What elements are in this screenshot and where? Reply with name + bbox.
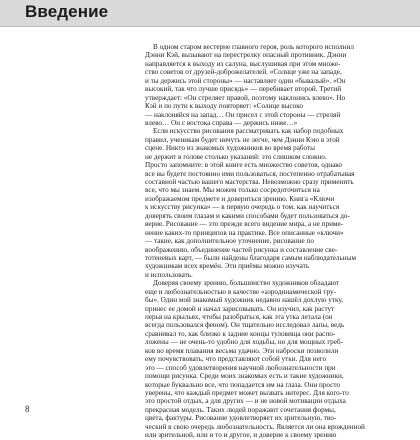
text-line: не держит в голове столько указаний: это слишком сложно. [145, 152, 327, 161]
text-line: уверены, что каждый предмет может вызвать интерес. Для кого-то [145, 388, 349, 397]
text-line: ство советов от друзей-доброжелателей. «Солнце уже на западе, [145, 68, 342, 77]
text-line: изображаемом предмете и довериться зрению. Книга «Ключи [145, 194, 335, 203]
text-line: это простой отдых, а для других — и не новой мотивации отдыха [145, 397, 346, 406]
text-line: правил, ученикам будет ничуть не легче, чем Дэнни Кэю в этой [145, 135, 340, 144]
text-line: или зрительной, или и то и другое, и доверие к своему зрению [145, 431, 337, 440]
paragraph-3 [145, 279, 413, 439]
paragraph-2 [145, 127, 413, 279]
text-line: В одном старом вестерне главного героя, роль которого исполнил [153, 43, 354, 51]
text-line: принес ее домой и начал зарисовывать. Он изучил, как растут [145, 304, 335, 313]
text-line: — наклоняйся на запад… Он присел с этой стороны — стреляй [145, 110, 341, 119]
text-line: воображению, объединение частей рисунка и составление све- [145, 245, 338, 254]
paragraph-1 [145, 43, 413, 127]
text-line: Просто запомните: в этой книге есть множество советов, однако [145, 161, 343, 170]
text-line: ложены — не очень-то удобно для ходьбы, но для мощных греб- [145, 338, 343, 347]
text-line: высокий, так что лучше присядь» — перебивает второй. Третий [145, 85, 342, 94]
text-line: все вы будете постоянно ими пользоваться, постепенно отрабатывая [145, 169, 355, 178]
text-line: к искусству рисунка» — в первую очередь о том, как научиться [145, 203, 340, 212]
body-text [145, 43, 413, 440]
text-line: сцене. Никто из знакомых художников во время работы [145, 144, 316, 153]
text-line: Кэй и по пути к выходу повторяет: «Солнце высоко [145, 102, 303, 111]
text-line: бы». Один мой знакомый художник недавно нашёл дохлую утку, [145, 296, 344, 305]
text-line: прекрасная модель. Таких людей поражают сочетания формы, [145, 405, 336, 414]
title-divider [0, 26, 420, 27]
page-title: Введение [25, 2, 109, 21]
text-line: все, что мы знаем. Мы можем только сосредоточиться на [145, 186, 320, 195]
text-line: утверждает: «Он стреляет правой, поэтому наклонись влево». Но [145, 93, 346, 102]
text-line: тотеневых карт, — были найдены благодаря самым наблюдательным [145, 253, 357, 262]
text-line: цвета, фактуры. Рисование удовлетворяет их зрительную, тво- [145, 414, 337, 423]
text-line: и ты держись этой стороны» — наставляет один «бывалый». «Он [145, 76, 346, 85]
text-line: которые буквально все, что попадается им на глаза. Они просто [145, 380, 341, 389]
text-line: составной частью вашего мастерства. Невозможно сразу применить [145, 178, 354, 186]
text-line: помощи рисунка. Среди моих знакомых есть и такие художники, [145, 372, 344, 381]
page-number: 8 [25, 404, 30, 414]
text-line: доверять своим глазам и какими способами будет пользоваться до- [145, 211, 350, 220]
text-line: направляется к выходу из салуна, выслушивая при этом множе- [145, 59, 341, 68]
text-line: нение каких-то принципов на практике. Все описанные «ключи» [145, 228, 344, 237]
text-line: ему почувствовать, что представляют собой утки. Для него [145, 355, 327, 364]
text-line: Доверяя своему зрению, большинство художников обладают [153, 279, 340, 288]
text-line: — такие, как дополнительное уточнение, рисование по [145, 237, 314, 246]
text-line: Если искусство рисования рассматривать как набор подобных [153, 127, 344, 136]
text-line: перья на крыльях, чтобы разобраться, как эта утка летала (он [145, 313, 333, 321]
text-line: ков во время плавания весьма удачно. Эти наброски позволили [145, 346, 339, 355]
text-line: сравнивал то, как близко к задние концы туловища они распо- [145, 329, 336, 338]
text-line: влево… Он с востока справа — держись ниже…» [145, 118, 298, 127]
text-line: художникам всех времён. Эти приёмы можно изучать [145, 262, 310, 271]
text-line: верие. Рисование — это прежде всего видение мира, а не приме- [145, 220, 344, 229]
text-line: всегда пользовался феном). Он тщательно исследовал лапы, ведь [145, 321, 345, 330]
text-line: это — способ удовлетворения научной любознательности при [145, 363, 336, 372]
text-line: ческий в свою очередь любознательность. Является ли она врожденной [145, 422, 365, 431]
text-line: и использовать. [145, 270, 193, 279]
text-line: Дэнни Кэй, вызывают на перестрелку опасный противник. Дэнни [145, 51, 347, 60]
text-line: еще и любознательностью в качестве «аэродинамической тру- [145, 287, 337, 296]
